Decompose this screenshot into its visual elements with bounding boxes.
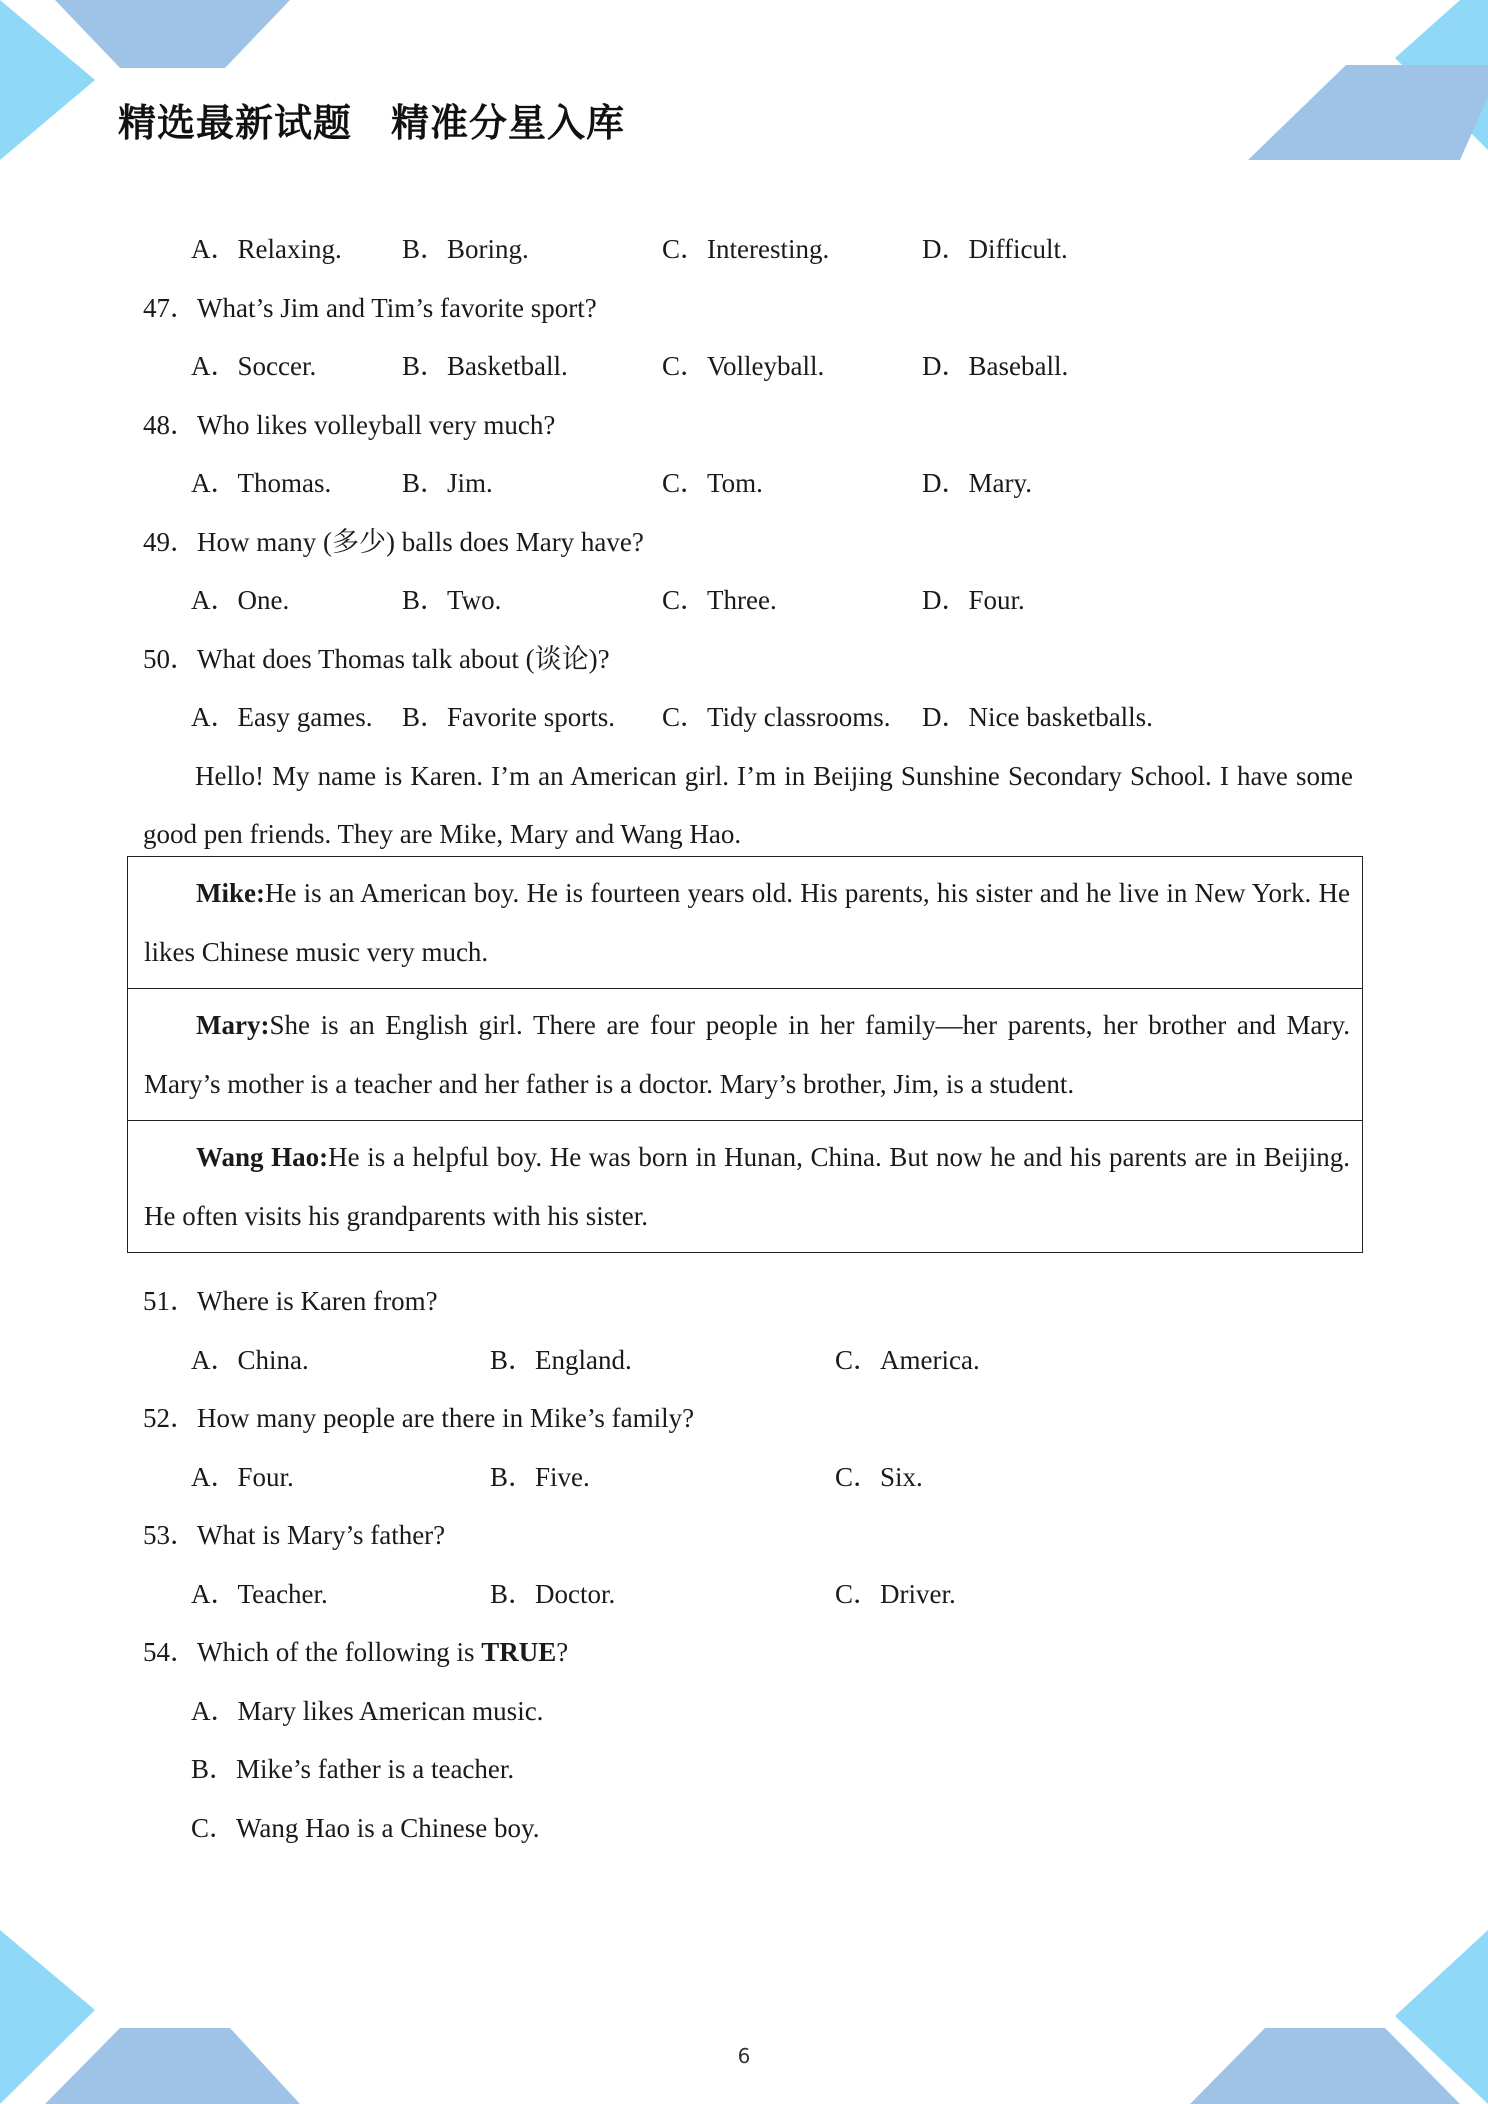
friend-text: He is an American boy. He is fourteen years old. His parents, his sister and he live in New York. He likes Chinese music very much.	[144, 878, 1350, 967]
header-title: 精选最新试题 精准分星入库	[118, 101, 626, 145]
friend-name: Mary:	[196, 1010, 270, 1040]
top-options	[143, 220, 1363, 279]
friend-name: Mike:	[196, 878, 265, 908]
option[interactable]: C．Volleyball.	[662, 351, 825, 381]
option[interactable]: A．Relaxing.	[191, 234, 342, 264]
option[interactable]: B．Doctor.	[490, 1578, 616, 1609]
option[interactable]: B．Favorite sports.	[402, 702, 615, 732]
question-options	[143, 1331, 1363, 1390]
option[interactable]: C．Three.	[662, 585, 777, 615]
question-text: 47．What’s Jim and Tim’s favorite sport?	[143, 292, 597, 323]
friend-text: She is an English girl. There are four people in her family—her parents, her brother and Mary. Mary’s mother is a teacher and her father is a doctor. Mary’s brother, Jim, is a student.	[144, 1010, 1350, 1099]
question-emphasis: TRUE	[481, 1637, 557, 1667]
question-text: 50．What does Thomas talk about (谈论)?	[143, 643, 610, 674]
question-suffix: ?	[556, 1637, 569, 1667]
question-options	[143, 688, 1363, 747]
option[interactable]: B．Two.	[402, 585, 502, 615]
question-text: 52．How many people are there in Mike’s family?	[143, 1403, 695, 1433]
option[interactable]: A．Easy games.	[191, 702, 373, 732]
option[interactable]: C．America.	[835, 1344, 980, 1375]
intro-paragraph: Hello! My name is Karen. I’m an American girl. I’m in Beijing Sunshine Secondary School. I have some good pen friends. They are Mike, Mary and Wang Hao.	[143, 760, 1353, 849]
option[interactable]: C．Tidy classrooms.	[662, 702, 891, 732]
exam-content	[143, 220, 1363, 864]
decor-top-right	[1170, 0, 1488, 170]
option[interactable]: C．Interesting.	[662, 234, 830, 264]
decor-bottom-right	[1170, 1930, 1488, 2104]
question-options	[143, 337, 1363, 396]
option[interactable]: B．Jim.	[402, 468, 493, 498]
option[interactable]: B．England.	[490, 1344, 632, 1375]
decor-bottom-left	[0, 1930, 310, 2104]
friend-text: He is a helpful boy. He was born in Hunan, China. But now he and his parents are in Beijing. He often visits his grandparents with his sister.	[144, 1142, 1350, 1231]
option[interactable]: A．Mary likes American music.	[191, 1695, 544, 1726]
option[interactable]: D．Difficult.	[922, 234, 1068, 264]
option[interactable]: B．Basketball.	[402, 351, 568, 381]
option[interactable]: C．Six.	[835, 1461, 923, 1492]
option[interactable]: D．Four.	[922, 585, 1025, 615]
page-number: 6	[737, 2044, 751, 2068]
option[interactable]: A．China.	[191, 1344, 309, 1375]
friend-name: Wang Hao:	[196, 1142, 329, 1172]
option[interactable]: C．Wang Hao is a Chinese boy.	[191, 1812, 540, 1843]
friend-cell-mike	[128, 857, 1362, 989]
option[interactable]: A．One.	[191, 585, 290, 615]
option[interactable]: D．Mary.	[922, 468, 1032, 498]
question-options	[143, 571, 1363, 630]
option[interactable]: A．Thomas.	[191, 468, 332, 498]
friends-table	[127, 856, 1363, 1253]
friend-cell-wang-hao	[128, 1121, 1362, 1252]
question-prefix: 54．Which of the following is	[143, 1637, 482, 1667]
question-text: 51．Where is Karen from?	[143, 1286, 438, 1316]
option[interactable]: D．Nice basketballs.	[922, 702, 1153, 732]
option[interactable]: A．Teacher.	[191, 1578, 328, 1609]
option[interactable]: C．Driver.	[835, 1578, 956, 1609]
question-options	[143, 454, 1363, 513]
option[interactable]: D．Baseball.	[922, 351, 1069, 381]
option[interactable]: B．Five.	[490, 1461, 590, 1492]
question-text	[143, 1623, 1363, 1682]
exam-content-lower	[143, 1272, 1363, 1857]
question-text: 53．What is Mary’s father?	[143, 1520, 446, 1550]
option[interactable]: A．Soccer.	[191, 351, 317, 381]
question-text: 48．Who likes volleyball very much?	[143, 409, 556, 440]
option[interactable]: C．Tom.	[662, 468, 763, 498]
option[interactable]: B．Mike’s father is a teacher.	[191, 1754, 515, 1784]
friend-cell-mary	[128, 989, 1362, 1121]
option[interactable]: B．Boring.	[402, 234, 529, 264]
question-text: 49．How many (多少) balls does Mary have?	[143, 526, 644, 557]
question-options	[143, 1565, 1363, 1624]
option[interactable]: A．Four.	[191, 1461, 294, 1492]
question-options	[143, 1448, 1363, 1507]
